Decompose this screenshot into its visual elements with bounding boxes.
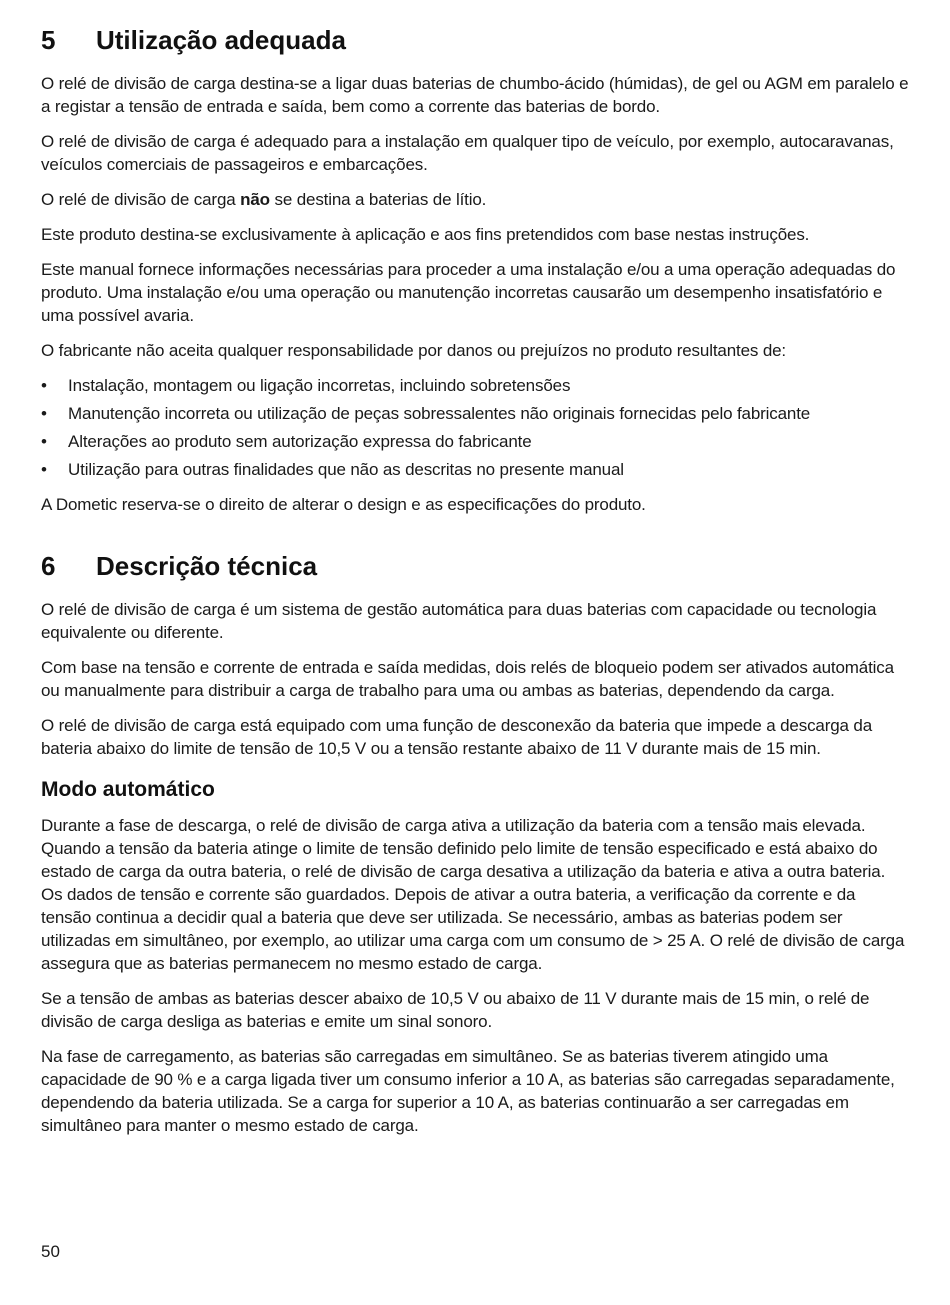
bullet-icon: •: [41, 376, 47, 395]
list-item-text: Manutenção incorreta ou utilização de peças sobressalentes não originais fornecidas pelo fabricante: [68, 404, 811, 423]
list-item: [41, 402, 909, 425]
manual-info-paragraph: Este manual fornece informações necessárias para proceder a uma instalação e/ou a uma operação adequadas do produto. Uma instalação e/ou uma operação ou manutenção incorretas causarão um desempenho insatisfatório e uma possível avaria.: [41, 260, 896, 325]
lithium-warning-paragraph: [41, 188, 909, 211]
bullet-icon: •: [41, 460, 47, 479]
liability-list: [41, 374, 909, 481]
list-item: [41, 430, 909, 453]
lithium-emphasis: não: [240, 190, 270, 209]
lithium-text-after: se destina a baterias de lítio.: [269, 190, 487, 209]
section-number: 6: [41, 551, 56, 581]
design-change-paragraph: A Dometic reserva-se o direito de alterar o design e as especificações do produto.: [41, 495, 646, 514]
discharge-phase-paragraph: Durante a fase de descarga, o relé de divisão de carga ativa a utilização da bateria com a tensão mais elevada. Quando a tensão da bateria atinge o limite de tensão definido pelo limite de tensão especificado e está abaixo do estado de carga da outra bateria, o relé de divisão de carga desativa a utilização da bateria e ativa a outra bateria. Os dados de tensão e corrente são guardados. Depois de ativar a outra bateria, a verificação da corrente e da tensão continua a decidir qual a bateria que deve ser utilizada. Se necessário, ambas as baterias podem ser utilizadas em simultâneo, por exemplo, ao utilizar uma carga com um consumo de > 25 A. O relé de divisão de carga assegura que as baterias permanecem no mesmo estado de carga.: [41, 816, 905, 973]
section-title: Utilização adequada: [96, 25, 346, 55]
list-item-text: Utilização para outras finalidades que não as descritas no presente manual: [68, 460, 624, 479]
vehicle-suitability-paragraph: O relé de divisão de carga é adequado para a instalação em qualquer tipo de veículo, por exemplo, autocaravanas, veículos comerciais de passageiros e embarcações.: [41, 132, 894, 174]
intended-use-paragraph: O relé de divisão de carga destina-se a ligar duas baterias de chumbo-ácido (húmidas), de gel ou AGM em paralelo e a registar a tensão de entrada e saída, bem como a corrente das baterias de bordo.: [41, 74, 909, 116]
page-number: 50: [41, 1242, 60, 1261]
lithium-text-before: O relé de divisão de carga: [41, 190, 241, 209]
list-item-text: Alterações ao produto sem autorização expressa do fabricante: [68, 432, 532, 451]
exclusive-use-paragraph: Este produto destina-se exclusivamente à aplicação e aos fins pretendidos com base nestas instruções.: [41, 225, 810, 244]
section-number: 5: [41, 25, 56, 55]
list-item-text: Instalação, montagem ou ligação incorretas, incluindo sobretensões: [68, 376, 571, 395]
list-item: [41, 458, 909, 481]
automatic-mode-heading: Modo automático: [41, 778, 215, 801]
section-heading-intended-use: [41, 22, 909, 58]
document-page: [41, 22, 909, 1149]
bullet-icon: •: [41, 432, 47, 451]
system-overview-paragraph: O relé de divisão de carga é um sistema de gestão automática para duas baterias com capacidade ou tecnologia equivalente ou diferente.: [41, 600, 877, 642]
charging-phase-paragraph: Na fase de carregamento, as baterias são carregadas em simultâneo. Se as baterias tiverem atingido uma capacidade de 90 % e a carga ligada tiver um consumo inferior a 10 A, as baterias são carregadas separadamente, dependendo da bateria utilizada. Se a carga for superior a 10 A, as baterias continuarão a ser carregadas em simultâneo para manter o mesmo estado de carga.: [41, 1047, 895, 1135]
section-heading-technical-description: [41, 548, 909, 584]
liability-paragraph: O fabricante não aceita qualquer responsabilidade por danos ou prejuízos no produto resultantes de:: [41, 341, 786, 360]
relay-distribution-paragraph: Com base na tensão e corrente de entrada e saída medidas, dois relés de bloqueio podem ser ativados automática ou manualmente para distribuir a carga de trabalho para uma ou ambas as baterias, dependendo da carga.: [41, 658, 894, 700]
list-item: [41, 374, 909, 397]
section-title: Descrição técnica: [96, 551, 318, 581]
low-voltage-paragraph: Se a tensão de ambas as baterias descer abaixo de 10,5 V ou abaixo de 11 V durante mais de 15 min, o relé de divisão de carga desliga as baterias e emite um sinal sonoro.: [41, 989, 870, 1031]
disconnect-function-paragraph: O relé de divisão de carga está equipado com uma função de desconexão da bateria que impede a descarga da bateria abaixo do limite de tensão de 10,5 V ou a tensão restante abaixo de 11 V durante mais de 15 min.: [41, 716, 873, 758]
bullet-icon: •: [41, 404, 47, 423]
